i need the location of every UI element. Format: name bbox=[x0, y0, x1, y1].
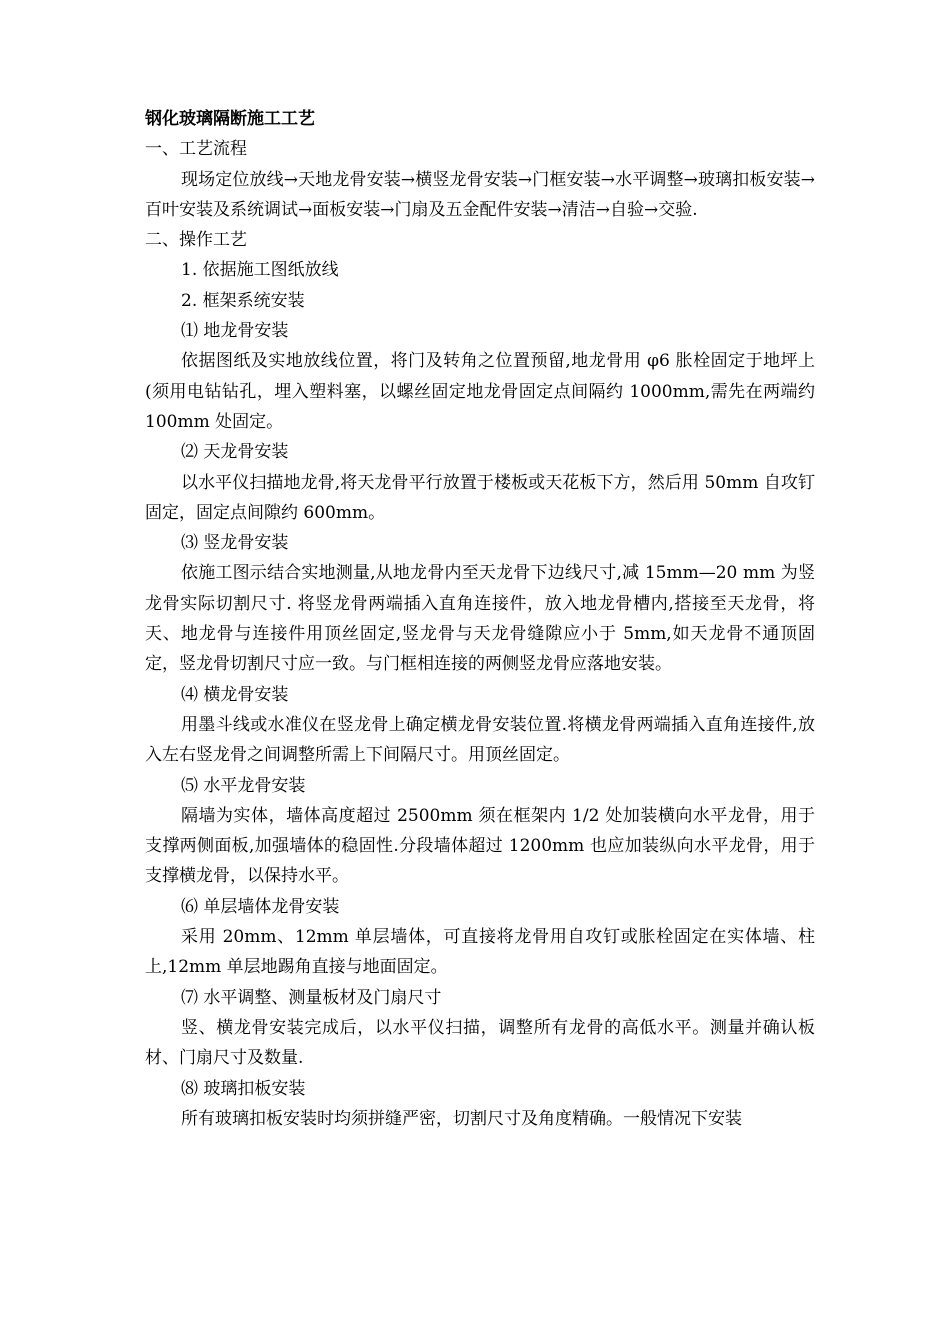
section-heading-operation: 二、操作工艺 bbox=[145, 230, 247, 251]
process-flow-paragraph: 现场定位放线→天地龙骨安装→横竖龙骨安装→门框安装→水平调整→玻璃扣板安装→百叶安装及系统调试→面板安装→门扇及五金配件安装→清洁→自验→交验. bbox=[145, 169, 815, 220]
subheading-vertical-keel: ⑶ 竖龙骨安装 bbox=[181, 533, 289, 554]
paragraph-level-adjust: 竖、横龙骨安装完成后，以水平仪扫描，调整所有龙骨的高低水平。测量并确认板材、门扇尺寸及数量. bbox=[145, 1017, 815, 1069]
paragraph-ceiling-keel: 以水平仪扫描地龙骨,将天龙骨平行放置于楼板或天花板下方，然后用 50mm 自攻钉固定，固定点间隙约 600mm。 bbox=[145, 472, 815, 523]
subheading-single-wall-keel: ⑹ 单层墙体龙骨安装 bbox=[181, 896, 340, 917]
paragraph-glass-panel: 所有玻璃扣板安装时均须拼缝严密，切割尺寸及角度精确。一般情况下安装 bbox=[181, 1108, 742, 1129]
list-item-drawing-layout: 1. 依据施工图纸放线 bbox=[181, 260, 339, 281]
paragraph-vertical-keel: 依施工图示结合实地测量,从地龙骨内至天龙骨下边线尺寸,减 15mm—20 mm 为竖龙骨实际切割尺寸. 将竖龙骨两端插入直角连接件，放入地龙骨槽内,搭接至天龙骨，将天、地龙骨与连接件用顶丝固定,竖龙骨与天龙骨缝隙应小于 5mm,如天龙骨不通顶固定，竖龙骨切割尺寸应一致。与门框相连接的两侧竖龙骨应落地安装。 bbox=[145, 563, 815, 675]
section-heading-process: 一、工艺流程 bbox=[145, 139, 247, 160]
subheading-ceiling-keel: ⑵ 天龙骨安装 bbox=[181, 442, 289, 463]
subheading-glass-panel: ⑻ 玻璃扣板安装 bbox=[181, 1078, 306, 1099]
paragraph-floor-keel: 依据图纸及实地放线位置，将门及转角之位置预留,地龙骨用 φ6 胀栓固定于地坪上(须用电钻钻孔，埋入塑料塞，以螺丝固定地龙骨固定点间隔约 1000mm,需先在两端约 100mm 处固定。 bbox=[145, 351, 815, 432]
paragraph-single-wall-keel: 采用 20mm、12mm 单层墙体，可直接将龙骨用自攻钉或胀栓固定在实体墙、柱上,12mm 单层地踢角直接与地面固定。 bbox=[145, 927, 815, 978]
document-title: 钢化玻璃隔断施工工艺 bbox=[145, 109, 315, 129]
paragraph-level-keel: 隔墙为实体，墙体高度超过 2500mm 须在框架内 1/2 处加装横向水平龙骨，用于支撑两侧面板,加强墙体的稳固性.分段墙体超过 1200mm 也应加装纵向水平龙骨，用于支撑横龙骨，以保持水平。 bbox=[145, 805, 815, 887]
subheading-level-adjust: ⑺ 水平调整、测量板材及门扇尺寸 bbox=[181, 987, 442, 1008]
list-item-frame-install: 2. 框架系统安装 bbox=[181, 290, 305, 311]
subheading-level-keel: ⑸ 水平龙骨安装 bbox=[181, 775, 306, 796]
subheading-horizontal-keel: ⑷ 横龙骨安装 bbox=[181, 684, 289, 705]
paragraph-horizontal-keel: 用墨斗线或水准仪在竖龙骨上确定横龙骨安装位置.将横龙骨两端插入直角连接件,放入左右竖龙骨之间调整所需上下间隔尺寸。用顶丝固定。 bbox=[145, 714, 815, 766]
document-page bbox=[145, 104, 815, 1134]
subheading-floor-keel: ⑴ 地龙骨安装 bbox=[181, 321, 289, 342]
